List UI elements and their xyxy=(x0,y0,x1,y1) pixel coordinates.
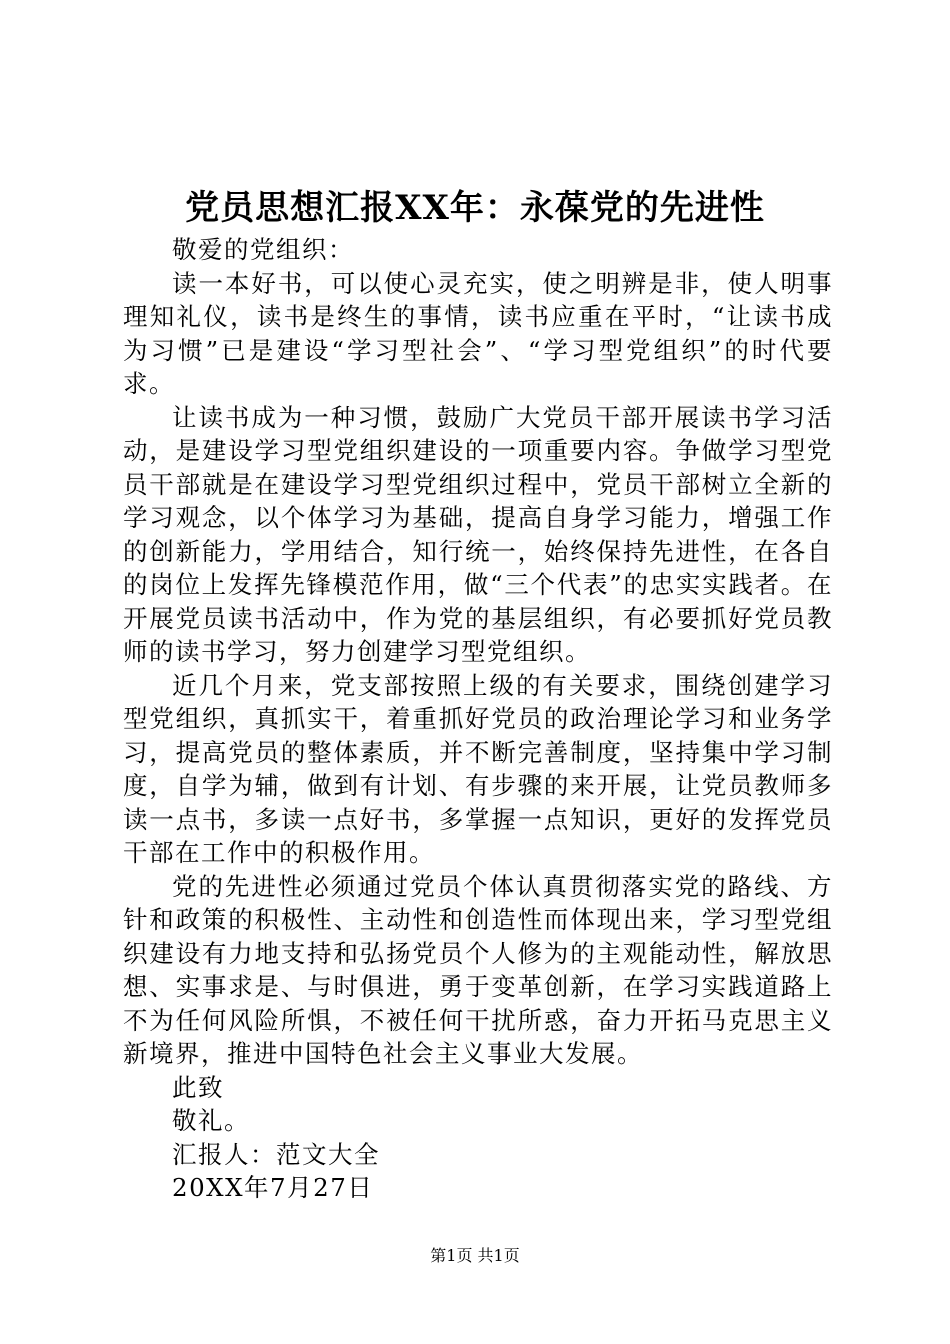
document-body xyxy=(123,233,833,1205)
date-line: 20XX年7月27日 xyxy=(172,1173,374,1202)
closing-line-2: 敬礼。 xyxy=(172,1106,250,1135)
closing-line-1: 此致 xyxy=(172,1072,224,1102)
paragraph-1: 读一本好书，可以使心灵充实，使之明辨是非，使人明事理知礼仪，读书是终生的事情，读书应重在平时，“让读书成为习惯”已是建设“学习型社会”、“学习型党组织”的时代要求。 xyxy=(123,268,833,398)
paragraph-2: 让读书成为一种习惯，鼓励广大党员干部开展读书学习活动，是建设学习型党组织建设的一项重要内容。争做学习型党员干部就是在建设学习型党组织过程中，党员干部树立全新的学习观念，以个体学习为基础，提高自身学习能力，增强工作的创新能力，学用结合，知行统一，始终保持先进性，在各自的岗位上发挥先锋模范作用，做“三个代表”的忠实实践者。在开展党员读书活动中，作为党的基层组织，有必要抓好党员教师的读书学习，努力创建学习型党组织。 xyxy=(123,402,833,666)
paragraph-3: 近几个月来，党支部按照上级的有关要求，围绕创建学习型党组织，真抓实干，着重抓好党员的政治理论学习和业务学习，提高党员的整体素质，并不断完善制度，坚持集中学习制度，自学为辅，做到有计划、有步骤的来开展，让党员教师多读一点书，多读一点好书，多掌握一点知识，更好的发挥党员干部在工作中的积极作用。 xyxy=(123,670,833,867)
document-title: 党员思想汇报XX年：永葆党的先进性 xyxy=(185,188,765,228)
page-footer: 第1页 共1页 xyxy=(430,1246,520,1265)
paragraph-4: 党的先进性必须通过党员个体认真贯彻落实党的路线、方针和政策的积极性、主动性和创造性而体现出来，学习型党组织建设有力地支持和弘扬党员个人修为的主观能动性，解放思想、实事求是、与时俱进，勇于变革创新，在学习实践道路上不为任何风险所惧，不被任何干扰所惑，奋力开拓马克思主义新境界，推进中国特色社会主义事业大发展。 xyxy=(123,871,833,1068)
reporter-line: 汇报人：范文大全 xyxy=(172,1139,380,1169)
salutation: 敬爱的党组织： xyxy=(172,235,354,264)
